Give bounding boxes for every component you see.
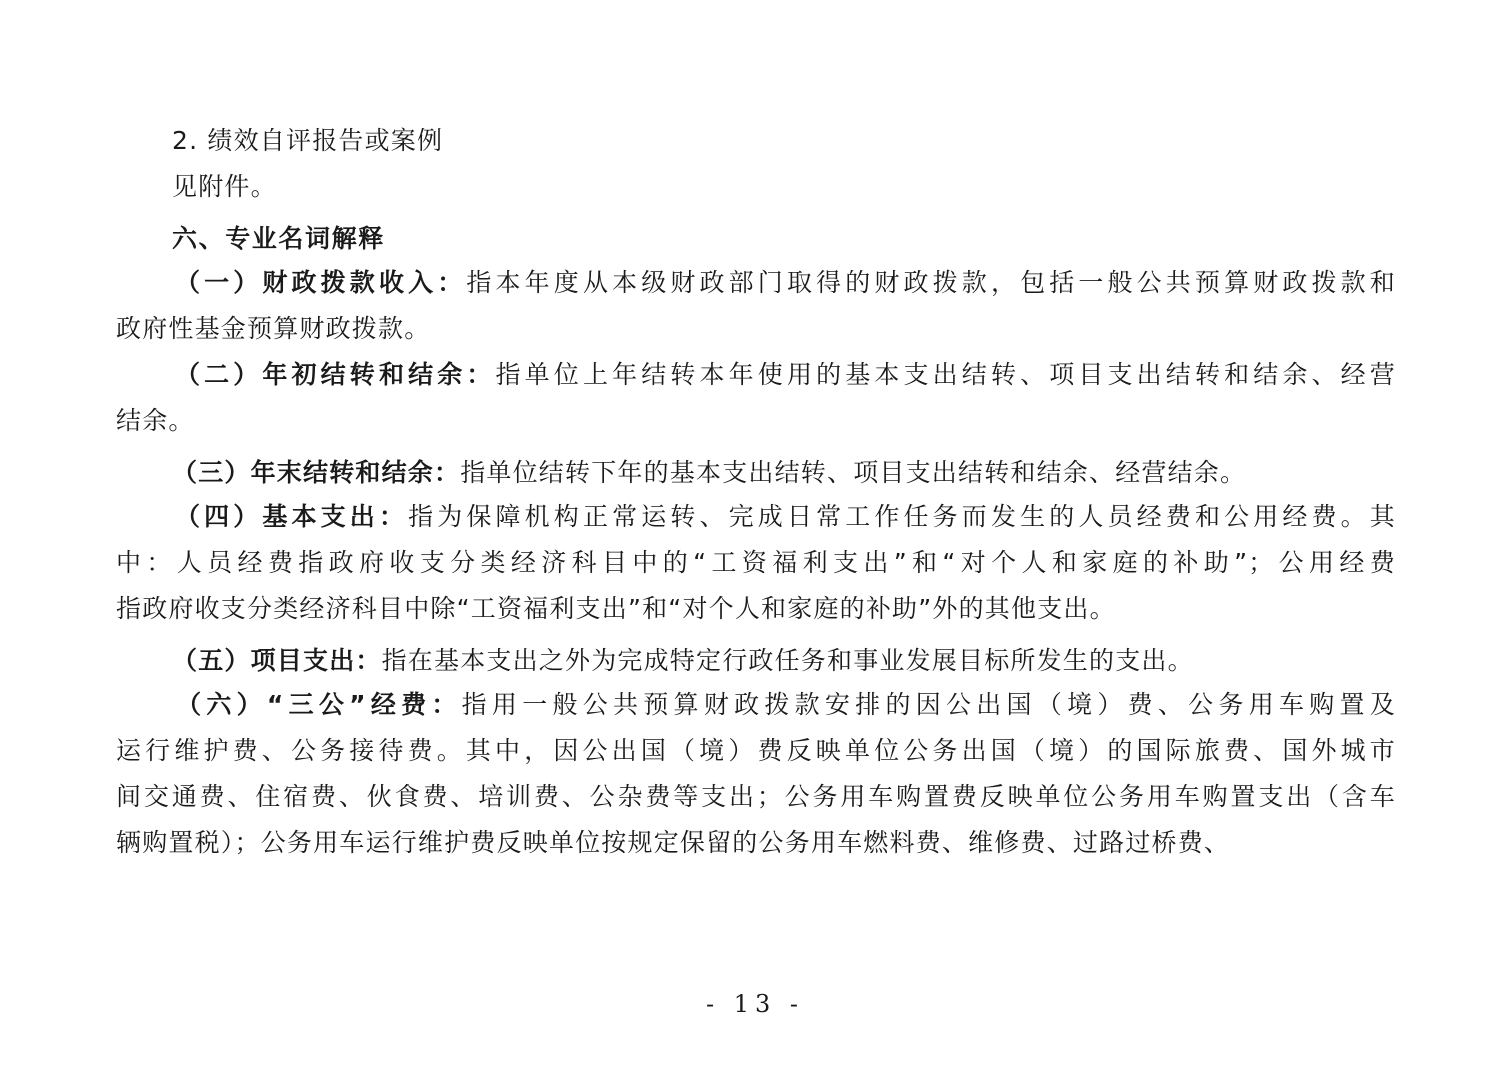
definition-6-term: （六）“三公”经费： [172, 690, 462, 719]
definition-2-line-2: 结余。 [116, 406, 195, 435]
definition-1-text: 指本年度从本级财政部门取得的财政拨款，包括一般公共预算财政拨款和 [466, 268, 1396, 297]
definition-4-line-3: 指政府收支分类经济科目中除“工资福利支出”和“对个人和家庭的补助”外的其他支出。 [116, 594, 1116, 623]
definition-3-term: （三）年末结转和结余： [172, 458, 461, 487]
definition-2-text: 指单位上年结转本年使用的基本支出结转、项目支出结转和结余、经营 [495, 360, 1396, 389]
definition-5-line-1 [172, 644, 1452, 678]
definition-6-line-3: 间交通费、住宿费、伙食费、培训费、公杂费等支出；公务用车购置费反映单位公务用车购置支出（含车 [116, 782, 1396, 811]
definition-4-term: （四）基本支出： [172, 502, 409, 531]
definition-2-term: （二）年初结转和结余： [172, 360, 496, 389]
definition-2-line-1 [116, 358, 1396, 392]
item-2-body: 见附件。 [172, 172, 277, 201]
definition-3-text: 指单位结转下年的基本支出结转、项目支出结转和结余、经营结余。 [460, 458, 1247, 487]
page-number: - 13 - [705, 990, 804, 1018]
definition-1-line-2: 政府性基金预算财政拨款。 [116, 314, 431, 343]
definition-4-line-2: 中：人员经费指政府收支分类经济科目中的“工资福利支出”和“对个人和家庭的补助”；公用经费 [116, 548, 1396, 577]
section-6-heading: 六、专业名词解释 [172, 224, 385, 253]
definition-1-term: （一）财政拨款收入： [172, 268, 467, 297]
definition-3-line-1 [172, 456, 1452, 490]
definition-6-line-1 [116, 688, 1396, 722]
definition-5-term: （五）项目支出： [172, 646, 382, 675]
definition-6-text: 指用一般公共预算财政拨款安排的因公出国（境）费、公务用车购置及 [461, 690, 1396, 719]
definition-4-text: 指为保障机构正常运转、完成日常工作任务而发生的人员经费和公用经费。其 [408, 502, 1396, 531]
definition-4-line-1 [116, 500, 1396, 534]
definition-6-line-4: 辆购置税）；公务用车运行维护费反映单位按规定保留的公务用车燃料费、维修费、过路过桥费、 [116, 828, 1231, 857]
definition-1-line-1 [116, 266, 1396, 300]
definition-5-text: 指在基本支出之外为完成特定行政任务和事业发展目标所发生的支出。 [381, 646, 1194, 675]
item-2-title: 2. 绩效自评报告或案例 [172, 126, 444, 155]
definition-6-line-2: 运行维护费、公务接待费。其中，因公出国（境）费反映单位公务出国（境）的国际旅费、国外城市 [116, 736, 1396, 765]
